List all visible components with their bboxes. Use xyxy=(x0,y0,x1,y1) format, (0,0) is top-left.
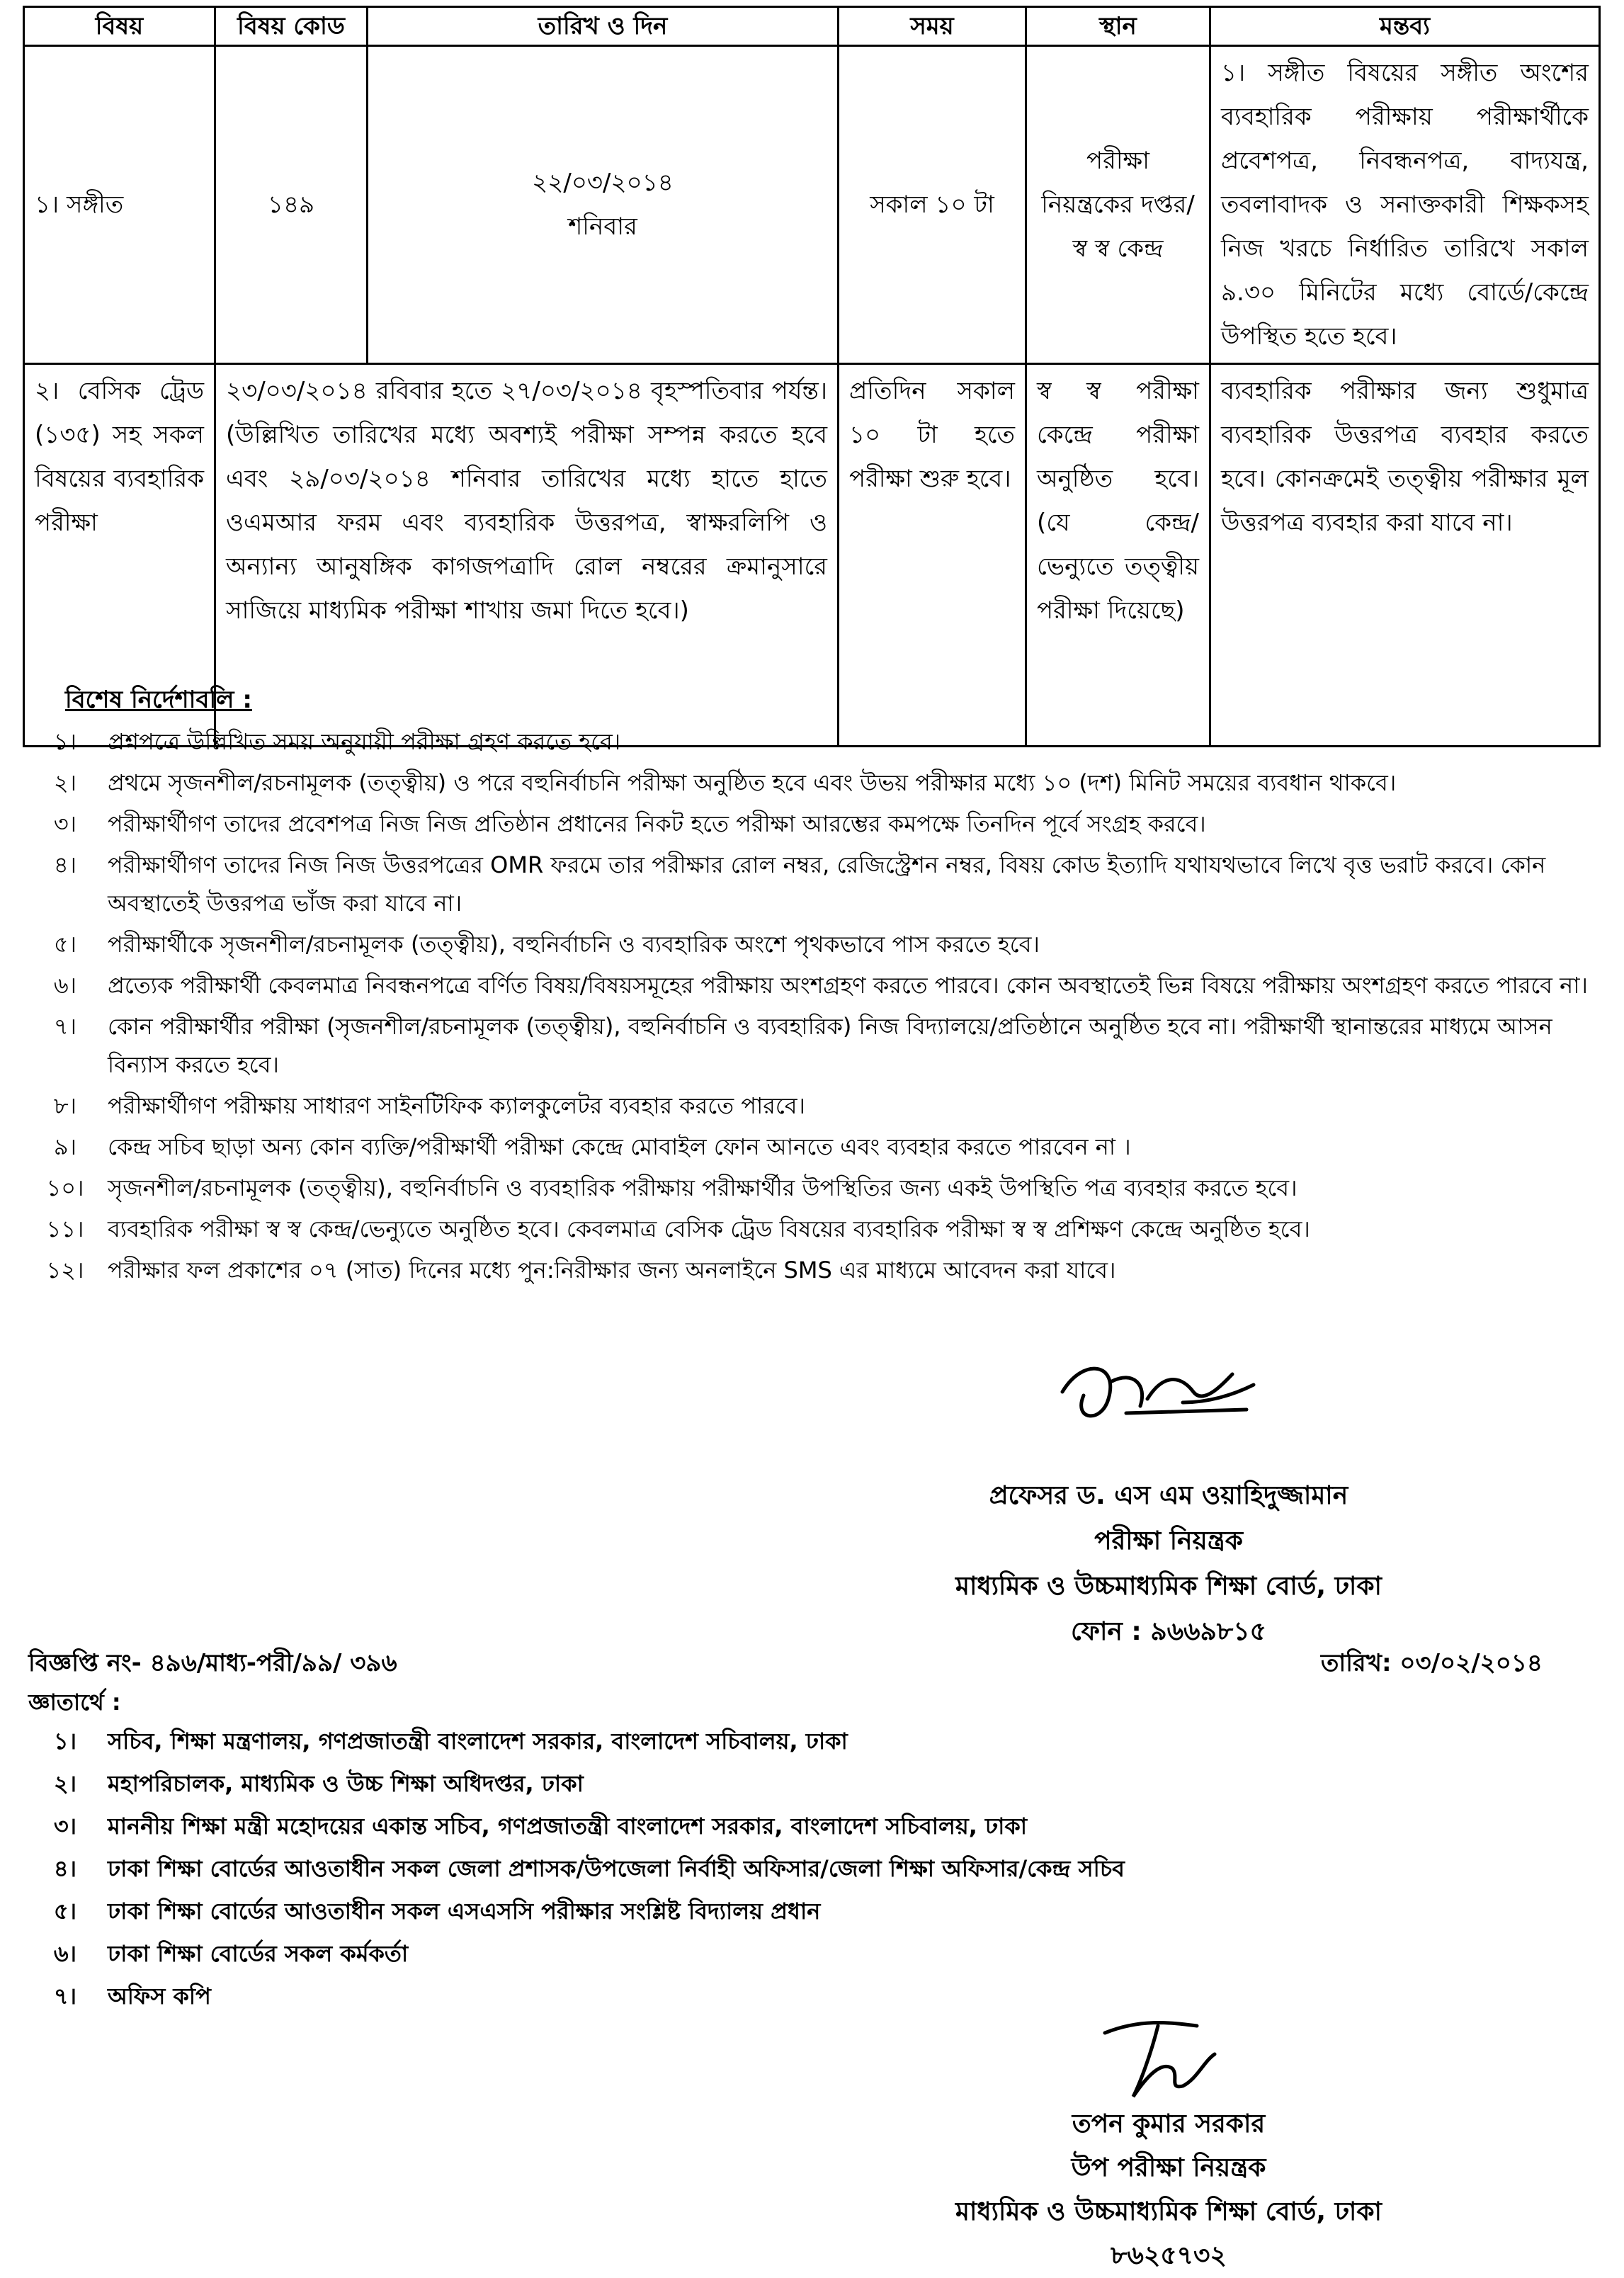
cell-remarks: ব্যবহারিক পরীক্ষার জন্য শুধুমাত্র ব্যবহারিক উত্তরপত্র ব্যবহার করতে হবে। কোনক্রমেই তত্ত্বীয় পরীক্ষার মূল উত্তরপত্র ব্যবহার করা যাবে না। xyxy=(1210,364,1600,747)
instruction-item xyxy=(23,966,1599,1004)
instruction-item-number: ২। xyxy=(53,769,77,796)
instruction-item xyxy=(23,722,1599,761)
instruction-item-number: ৪। xyxy=(53,851,77,878)
table-header-row xyxy=(24,7,1600,46)
header-time: সময় xyxy=(839,7,1026,46)
instruction-item xyxy=(23,1210,1599,1248)
date-value: ২২/০৩/২০১৪ xyxy=(532,169,674,197)
header-subject: বিষয় xyxy=(24,7,215,46)
signature-deputy-mark xyxy=(1091,2012,1232,2104)
instruction-item-number: ৬। xyxy=(53,972,77,999)
memo-date: তারিখ: ০৩/০২/২০১৪ xyxy=(1320,1649,1543,1677)
instruction-item xyxy=(23,1169,1599,1207)
instruction-item-text: সৃজনশীল/রচনামূলক (তত্ত্বীয়), বহুনির্বাচনি ও ব্যবহারিক পরীক্ষায় পরীক্ষার্থীর উপস্থিতির জন্য একই উপস্থিতি পত্র ব্যবহার করতে হবে। xyxy=(108,1174,1298,1201)
exam-schedule-table xyxy=(23,6,1601,747)
cc-item xyxy=(23,1720,1125,1762)
cc-title: জ্ঞাতার্থে : xyxy=(28,1689,121,1716)
cell-subject: ১। সঙ্গীত xyxy=(24,46,215,364)
instruction-item-text: প্রত্যেক পরীক্ষার্থী কেবলমাত্র নিবন্ধনপত্রে বর্ণিত বিষয়/বিষয়সমূহের পরীক্ষায় অংশগ্রহণ করতে পারবে। কোন অবস্থাতেই ভিন্ন বিষয়ে পরীক্ষায় অংশগ্রহণ করতে পারবে না। xyxy=(108,972,1588,999)
cell-subject: ২। বেসিক ট্রেড (১৩৫) সহ সকল বিষয়ের ব্যবহারিক পরীক্ষা xyxy=(24,364,215,747)
instruction-item-text: প্রথমে সৃজনশীল/রচনামূলক (তত্ত্বীয়) ও পরে বহুনির্বাচনি পরীক্ষা অনুষ্ঠিত হবে এবং উভয় পরীক্ষার মধ্যে ১০ (দশ) মিনিট সময়ের ব্যবধান থাকবে। xyxy=(108,769,1397,796)
cell-place: পরীক্ষা নিয়ন্ত্রকের দপ্তর/ স্ব স্ব কেন্দ্র xyxy=(1026,46,1210,364)
instruction-item-text: পরীক্ষার ফল প্রকাশের ০৭ (সাত) দিনের মধ্যে পুন:নিরীক্ষার জন্য অনলাইনে SMS এর মাধ্যমে আবেদন করা যাবে। xyxy=(108,1257,1116,1284)
cc-item xyxy=(23,1847,1125,1890)
instruction-item-text: কেন্দ্র সচিব ছাড়া অন্য কোন ব্যক্তি/পরীক্ষার্থী পরীক্ষা কেন্দ্রে মোবাইল ফোন আনতে এবং ব্যবহার করতে পারবেন না । xyxy=(108,1133,1131,1160)
instruction-item xyxy=(23,925,1599,963)
cc-item-text: সচিব, শিক্ষা মন্ত্রণালয়, গণপ্রজাতন্ত্রী বাংলাদেশ সরকার, বাংলাদেশ সচিবালয়, ঢাকা xyxy=(108,1728,848,1755)
cc-item-number: ২। xyxy=(53,1770,77,1797)
cell-remarks: ১। সঙ্গীত বিষয়ের সঙ্গীত অংশের ব্যবহারিক পরীক্ষায় পরীক্ষার্থীকে প্রবেশপত্র, নিবন্ধনপত্র, বাদ্যযন্ত্র, তবলাবাদক ও সনাক্তকারী শিক্ষকসহ নিজ খরচে নির্ধারিত তারিখে সকাল ৯.৩০ মিনিটের মধ্যে বোর্ডে/কেন্দ্রে উপস্থিত হতে হবে। xyxy=(1210,46,1600,364)
instruction-item-text: ব্যবহারিক পরীক্ষা স্ব স্ব কেন্দ্র/ভেন্যুতে অনুষ্ঠিত হবে। কেবলমাত্র বেসিক ট্রেড বিষয়ের ব্যবহারিক পরীক্ষা স্ব স্ব প্রশিক্ষণ কেন্দ্রে অনুষ্ঠিত হবে। xyxy=(108,1216,1310,1242)
signatory-organization: মাধ্যমিক ও উচ্চমাধ্যমিক শিক্ষা বোর্ড, ঢাকা xyxy=(955,2197,1382,2226)
table-row xyxy=(24,46,1600,364)
cc-list xyxy=(23,1720,1125,2017)
instruction-item-number: ৭। xyxy=(53,1013,77,1040)
instruction-item-number: ১১। xyxy=(46,1216,84,1242)
instruction-item-text: পরীক্ষার্থীগণ পরীক্ষায় সাধারণ সাইনটিফিক ক্যালকুলেটর ব্যবহার করতে পারবে। xyxy=(108,1092,805,1119)
instruction-item-number: ১০। xyxy=(46,1174,84,1201)
cc-item xyxy=(23,1890,1125,1932)
instruction-item xyxy=(23,846,1599,922)
header-place: স্থান xyxy=(1026,7,1210,46)
instruction-item-text: পরীক্ষার্থীকে সৃজনশীল/রচনামূলক (তত্ত্বীয়), বহুনির্বাচনি ও ব্যবহারিক অংশে পৃথকভাবে পাস করতে হবে। xyxy=(108,931,1040,958)
cell-time: প্রতিদিন সকাল ১০ টা হতে পরীক্ষা শুরু হবে। xyxy=(839,364,1026,747)
cc-item-text: ঢাকা শিক্ষা বোর্ডের আওতাধীন সকল এসএসসি পরীক্ষার সংশ্লিষ্ট বিদ্যালয় প্রধান xyxy=(108,1898,821,1925)
cell-date: ২৩/০৩/২০১৪ রবিবার হতে ২৭/০৩/২০১৪ বৃহস্পতিবার পর্যন্ত। (উল্লিখিত তারিখের মধ্যে অবশ্যই পরীক্ষা সম্পন্ন করতে হবে এবং ২৯/০৩/২০১৪ শনিবার তারিখের মধ্যে হাতে হাতে ওএমআর ফরম এবং ব্যবহারিক উত্তরপত্র, স্বাক্ষরলিপি ও অন্যান্য আনুষঙ্গিক কাগজপত্রাদি রোল নম্বরের ক্রমানুসারে সাজিয়ে মাধ্যমিক পরীক্ষা শাখায় জমা দিতে হবে।) xyxy=(215,364,839,747)
instruction-item xyxy=(23,1251,1599,1289)
cell-date xyxy=(368,46,839,364)
instruction-item-number: ৮। xyxy=(53,1092,77,1119)
signature-block-deputy xyxy=(850,2102,1487,2278)
cc-item-text: মাননীয় শিক্ষা মন্ত্রী মহোদয়ের একান্ত সচিব, গণপ্রজাতন্ত্রী বাংলাদেশ সরকার, বাংলাদেশ সচিবালয়, ঢাকা xyxy=(108,1813,1028,1840)
cc-item-number: ৭। xyxy=(53,1983,77,2010)
instruction-item xyxy=(23,1007,1599,1084)
signatory-phone: ৮৬২৫৭৩২ xyxy=(1111,2241,1227,2270)
instruction-item-text: পরীক্ষার্থীগণ তাদের নিজ নিজ উত্তরপত্রের OMR ফরমে তার পরীক্ষার রোল নম্বর, রেজিস্ট্রেশন নম্বর, বিষয় কোড ইত্যাদি যথাযথভাবে লিখে বৃত্ত ভরাট করবে। কোন অবস্থাতেই উত্তরপত্র ভাঁজ করা যাবে না। xyxy=(108,851,1546,917)
instruction-item xyxy=(23,805,1599,843)
cc-item xyxy=(23,1805,1125,1847)
instruction-item-text: পরীক্ষার্থীগণ তাদের প্রবেশপত্র নিজ নিজ প্রতিষ্ঠান প্রধানের নিকট হতে পরীক্ষা আরম্ভের কমপক্ষে তিনদিন পূর্বে সংগ্রহ করবে। xyxy=(108,810,1206,837)
cc-item-text: ঢাকা শিক্ষা বোর্ডের আওতাধীন সকল জেলা প্রশাসক/উপজেলা নির্বাহী অফিসার/জেলা শিক্ষা অফিসার/কেন্দ্র সচিব xyxy=(108,1855,1125,1882)
cell-place: স্ব স্ব পরীক্ষা কেন্দ্রে পরীক্ষা অনুষ্ঠিত হবে। (যে কেন্দ্র/ ভেন্যুতে তত্ত্বীয় পরীক্ষা দিয়েছে) xyxy=(1026,364,1210,747)
instruction-item-number: ৫। xyxy=(53,931,77,958)
header-remarks: মন্তব্য xyxy=(1210,7,1600,46)
cc-item-text: মহাপরিচালক, মাধ্যমিক ও উচ্চ শিক্ষা অধিদপ্তর, ঢাকা xyxy=(108,1770,584,1797)
cc-item-text: অফিস কপি xyxy=(108,1983,211,2010)
cell-time: সকাল ১০ টা xyxy=(839,46,1026,364)
signature-block-controller xyxy=(850,1473,1487,1655)
cc-item xyxy=(23,1762,1125,1805)
cell-code: ১৪৯ xyxy=(215,46,368,364)
instruction-item-number: ৯। xyxy=(53,1133,77,1160)
cc-item-number: ৬। xyxy=(53,1940,77,1967)
header-subject-code: বিষয় কোড xyxy=(215,7,368,46)
day-value: শনিবার xyxy=(568,212,637,241)
instruction-item-number: ৩। xyxy=(53,810,77,837)
cc-item-text: ঢাকা শিক্ষা বোর্ডের সকল কর্মকর্তা xyxy=(108,1940,409,1967)
instruction-item-number: ১২। xyxy=(46,1257,84,1284)
cc-item xyxy=(23,1975,1125,2017)
signature-controller-mark xyxy=(1041,1342,1268,1441)
cc-item-number: ১। xyxy=(53,1728,77,1755)
signatory-designation: পরীক্ষা নিয়ন্ত্রক xyxy=(1094,1526,1243,1556)
signatory-organization: মাধ্যমিক ও উচ্চমাধ্যমিক শিক্ষা বোর্ড, ঢাকা xyxy=(955,1572,1382,1601)
signatory-designation: উপ পরীক্ষা নিয়ন্ত্রক xyxy=(1071,2153,1266,2182)
instructions-list xyxy=(23,722,1599,1292)
cc-item-number: ৫। xyxy=(53,1898,77,1925)
instruction-item xyxy=(23,1087,1599,1125)
signatory-name: তপন কুমার সরকার xyxy=(1072,2109,1266,2138)
instruction-item xyxy=(23,764,1599,802)
instruction-item-text: কোন পরীক্ষার্থীর পরীক্ষা (সৃজনশীল/রচনামূলক (তত্ত্বীয়), বহুনির্বাচনি ও ব্যবহারিক) নিজ বিদ্যালয়ে/প্রতিষ্ঠানে অনুষ্ঠিত হবে না। পরীক্ষার্থী স্থানান্তরের মাধ্যমে আসন বিন্যাস করতে হবে। xyxy=(108,1013,1552,1078)
signatory-name: প্রফেসর ড. এস এম ওয়াহিদুজ্জামান xyxy=(989,1481,1348,1510)
cc-item-number: ৪। xyxy=(53,1855,77,1882)
signatory-phone: ফোন : ৯৬৬৯৮১৫ xyxy=(1071,1617,1266,1646)
header-date-day: তারিখ ও দিন xyxy=(368,7,839,46)
instruction-item xyxy=(23,1128,1599,1166)
memo-number: বিজ্ঞপ্তি নং- ৪৯৬/মাধ্য-পরী/৯৯/ ৩৯৬ xyxy=(28,1649,397,1677)
table-row xyxy=(24,364,1600,747)
instructions-title: বিশেষ নির্দেশাবলি : xyxy=(65,686,252,714)
instruction-item-number: ১। xyxy=(53,728,77,755)
cc-item-number: ৩। xyxy=(53,1813,77,1840)
instruction-item-text: প্রশ্নপত্রে উল্লিখিত সময় অনুযায়ী পরীক্ষা গ্রহণ করতে হবে। xyxy=(108,728,621,755)
cc-item xyxy=(23,1932,1125,1975)
